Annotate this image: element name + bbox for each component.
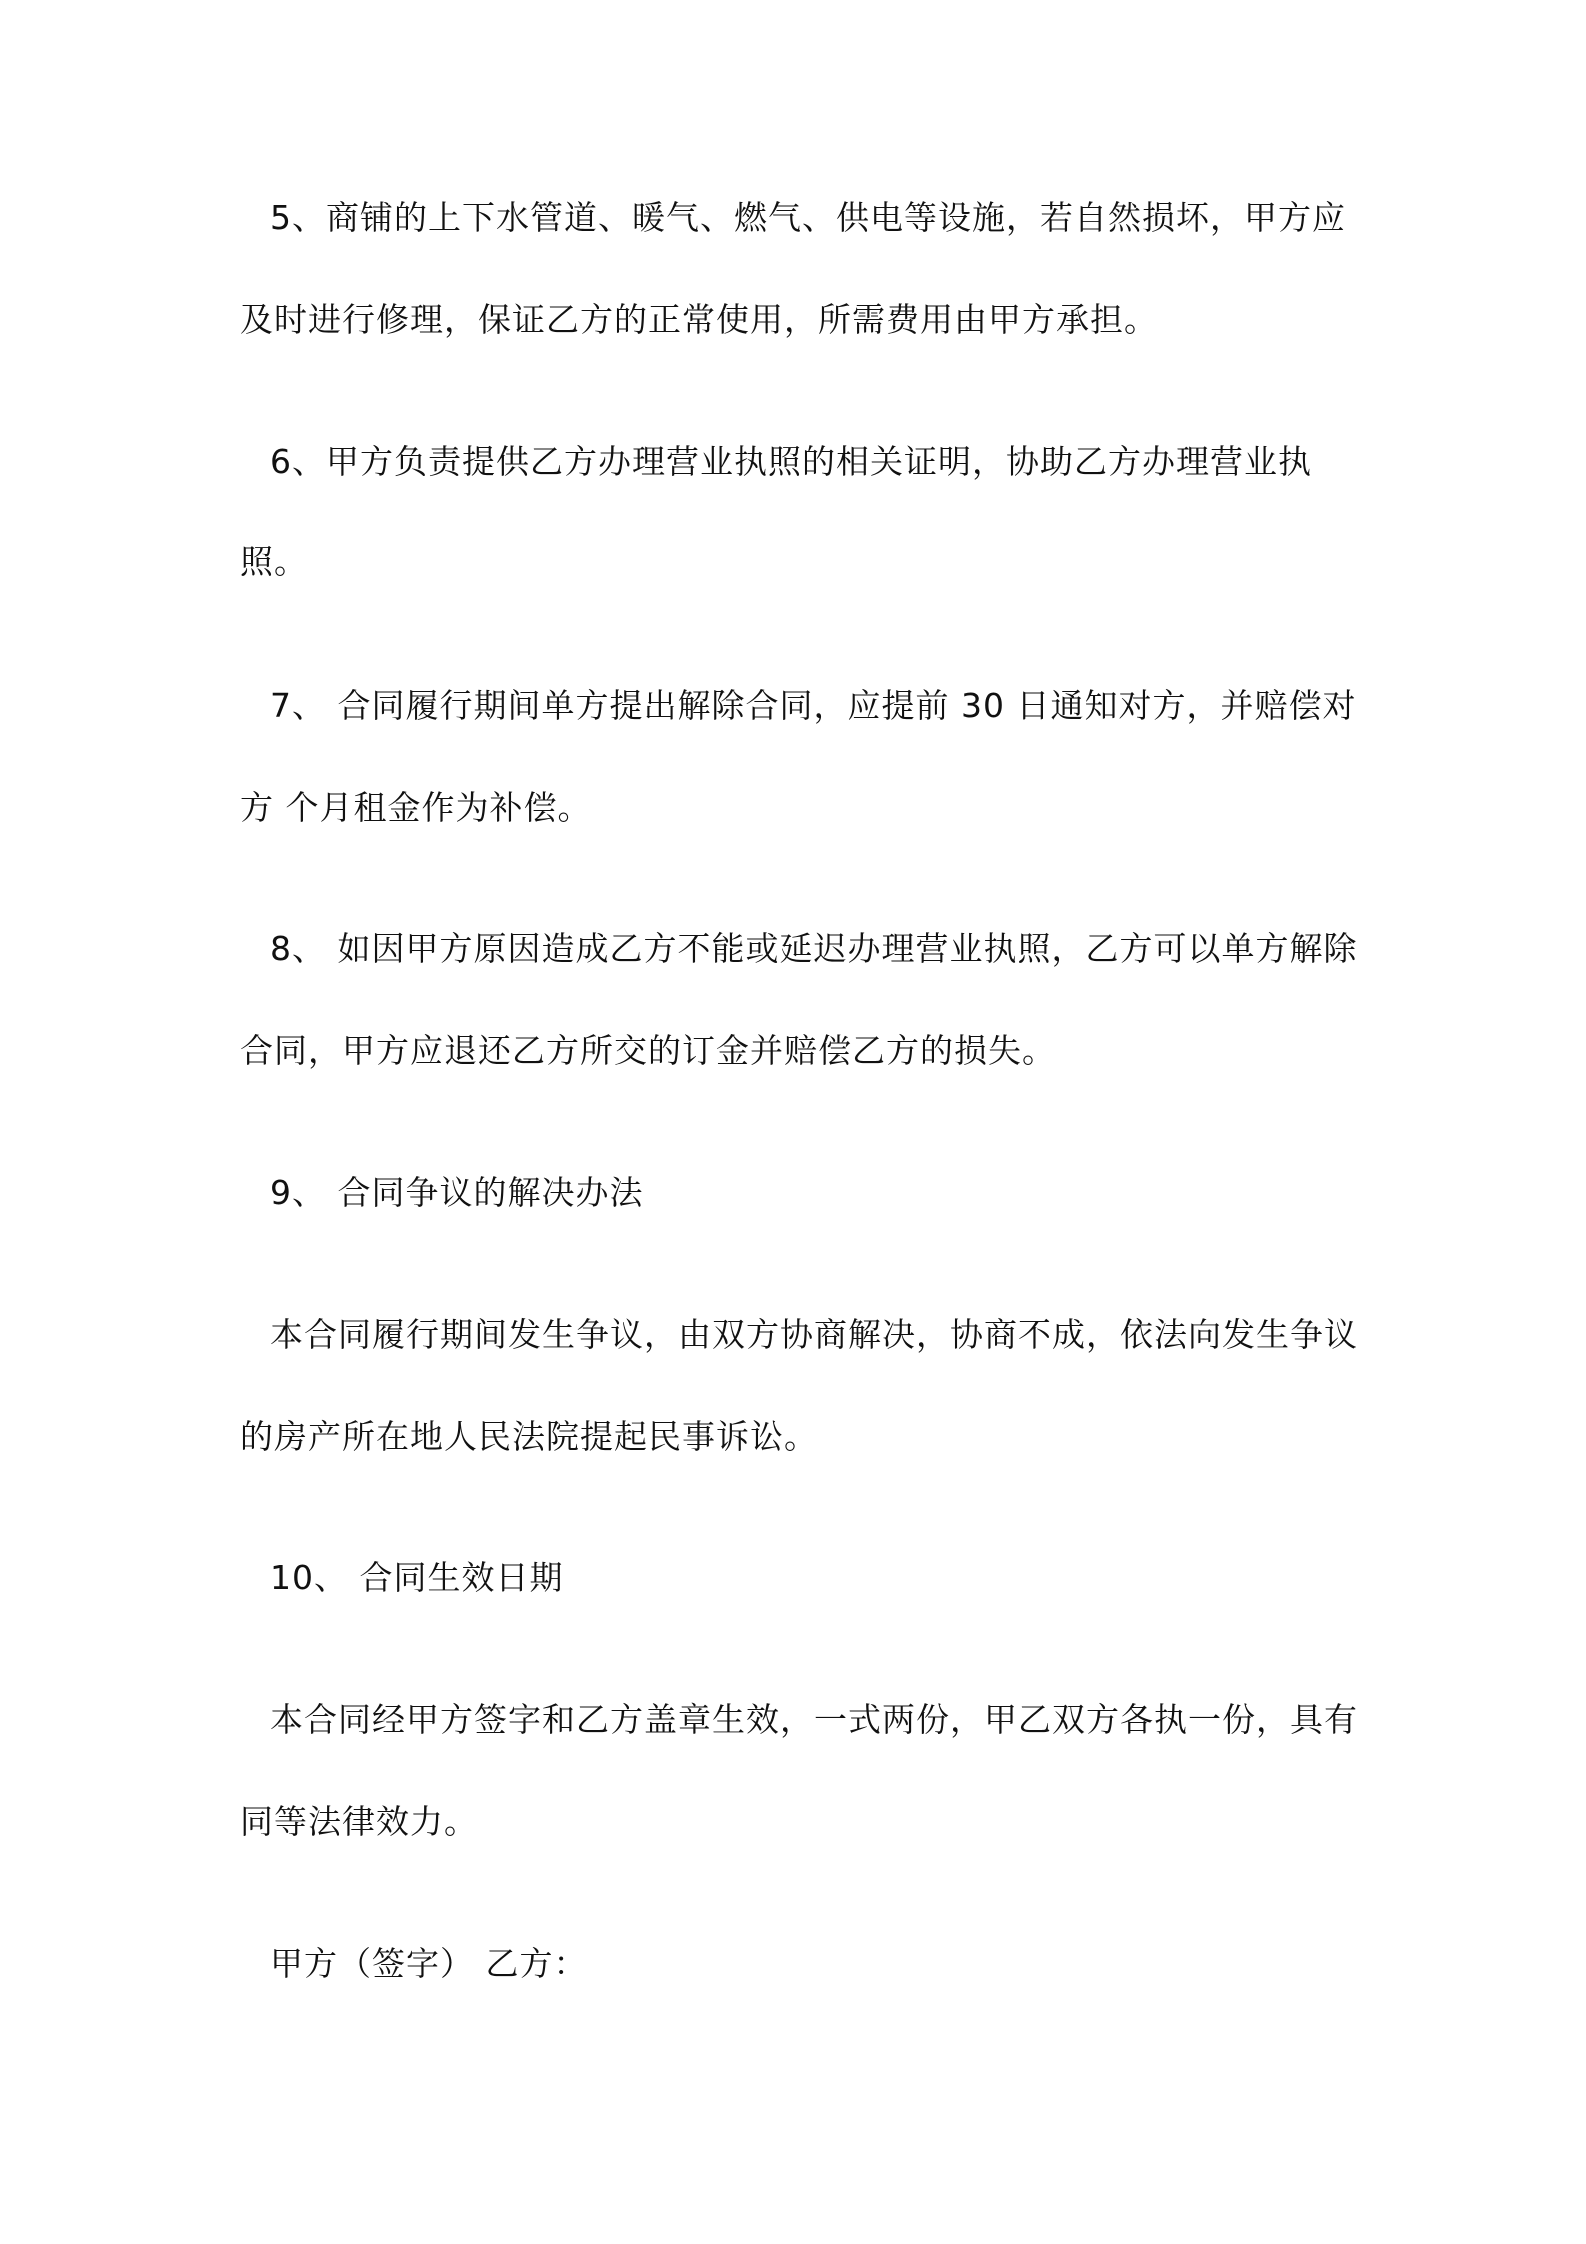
- signature-line: 甲方（签字） 乙方：: [270, 1944, 588, 1983]
- clause-5-line-1: 5、商铺的上下水管道、暖气、燃气、供电等设施，若自然损坏，甲方应: [270, 198, 1346, 237]
- clause-9-heading: 9、 合同争议的解决办法: [270, 1173, 644, 1212]
- clause-6-line-2: 照。: [240, 542, 308, 581]
- clause-9-body-line-1: 本合同履行期间发生争议，由双方协商解决，协商不成，依法向发生争议: [270, 1315, 1358, 1354]
- clause-10-body-line-2: 同等法律效力。: [240, 1802, 478, 1841]
- clause-7-line-2: 方 个月租金作为补偿。: [240, 788, 592, 827]
- clause-9-body-line-2: 的房产所在地人民法院提起民事诉讼。: [240, 1417, 818, 1456]
- clause-10-body-line-1: 本合同经甲方签字和乙方盖章生效，一式两份，甲乙双方各执一份，具有: [270, 1700, 1358, 1739]
- clause-6-line-1: 6、甲方负责提供乙方办理营业执照的相关证明，协助乙方办理营业执: [270, 442, 1312, 481]
- clause-5-line-2: 及时进行修理，保证乙方的正常使用，所需费用由甲方承担。: [240, 300, 1158, 339]
- clause-10-heading: 10、 合同生效日期: [270, 1558, 564, 1597]
- clause-7-line-1: 7、 合同履行期间单方提出解除合同，应提前 30 日通知对方，并赔偿对: [270, 686, 1357, 725]
- clause-8-line-2: 合同，甲方应退还乙方所交的订金并赔偿乙方的损失。: [240, 1031, 1056, 1070]
- clause-8-line-1: 8、 如因甲方原因造成乙方不能或延迟办理营业执照，乙方可以单方解除: [270, 929, 1358, 968]
